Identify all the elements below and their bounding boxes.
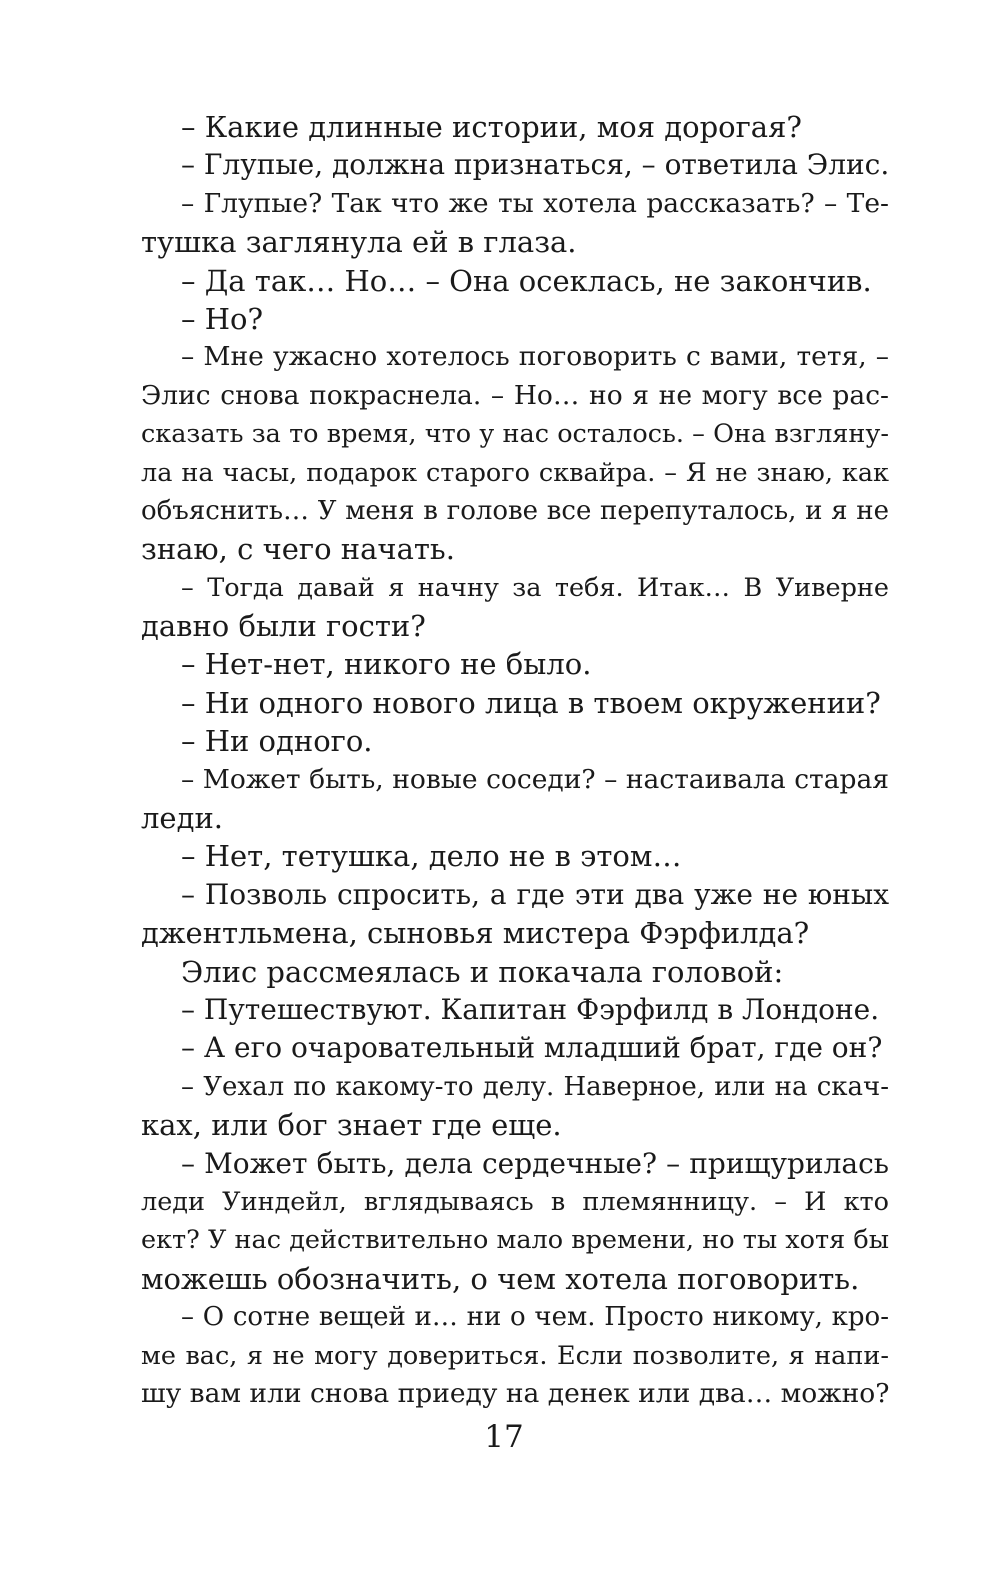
- text-line: джентльмена, сыновья мистера Фэрфилда?: [141, 916, 810, 951]
- text-line: леди.: [141, 801, 223, 836]
- text-line: шу вам или снова приеду на денек или два… можно?: [141, 1377, 890, 1409]
- text-line: ект? У нас действительно мало времени, но ты хотя бы: [141, 1225, 889, 1256]
- text-line: давно были гости?: [141, 609, 426, 644]
- text-line: сказать за то время, что у нас осталось. – Она взгляну-: [141, 419, 889, 450]
- text-line: – Глупые? Так что же ты хотела рассказать? – Те-: [181, 187, 889, 219]
- text-line: – Тогда давай я начну за тебя. Итак… В Уиверне: [181, 572, 889, 603]
- text-line: тушка заглянула ей в глаза.: [141, 225, 577, 260]
- text-line: объяснить… У меня в голове все перепуталось, и я не: [141, 495, 889, 526]
- text-line: – Может быть, дела сердечные? – прищурилась: [181, 1146, 889, 1180]
- text-line: – Уехал по какому-то делу. Наверное, или на скач-: [181, 1071, 889, 1102]
- text-line: – Какие длинные истории, моя дорогая?: [181, 110, 802, 144]
- text-line: – Да так… Но… – Она осеклась, не закончив.: [181, 263, 872, 298]
- page-number: 17: [484, 1419, 524, 1455]
- text-line: ках, или бог знает где еще.: [141, 1108, 562, 1143]
- text-line: знаю, с чего начать.: [141, 532, 455, 567]
- text-line: можешь обозначить, о чем хотела поговорить.: [141, 1261, 860, 1296]
- text-line: – Но?: [181, 301, 264, 336]
- text-line: – Путешествуют. Капитан Фэрфилд в Лондоне.: [181, 992, 880, 1026]
- text-line: Элис снова покраснела. – Но… но я не могу все рас-: [141, 379, 889, 411]
- text-line: ме вас, я не могу довериться. Если позволите, я напи-: [141, 1340, 889, 1371]
- text-line: – А его очаровательный младший брат, где он?: [181, 1031, 883, 1065]
- text-line: – Нет-нет, никого не было.: [181, 647, 592, 682]
- text-line: – Глупые, должна признаться, – ответила Элис.: [181, 148, 890, 182]
- text-line: – Позволь спросить, а где эти два уже не юных: [181, 877, 889, 911]
- text-line: – Мне ужасно хотелось поговорить с вами, тетя, –: [181, 341, 889, 373]
- body-text: [141, 108, 889, 1413]
- text-line: – Ни одного.: [181, 724, 373, 759]
- text-line: леди Уиндейл, вглядываясь в племянницу. – И кто: [141, 1186, 889, 1217]
- text-line: Элис рассмеялась и покачала головой:: [181, 954, 784, 989]
- text-line: – Может быть, новые соседи? – настаивала старая: [181, 763, 889, 795]
- text-line: – Ни одного нового лица в твоем окружении?: [181, 685, 881, 720]
- text-line: – Нет, тетушка, дело не в этом…: [181, 839, 682, 874]
- text-line: – О сотне вещей и… ни о чем. Просто никому, кро-: [181, 1302, 889, 1333]
- text-line: ла на часы, подарок старого сквайра. – Я не знаю, как: [141, 457, 889, 488]
